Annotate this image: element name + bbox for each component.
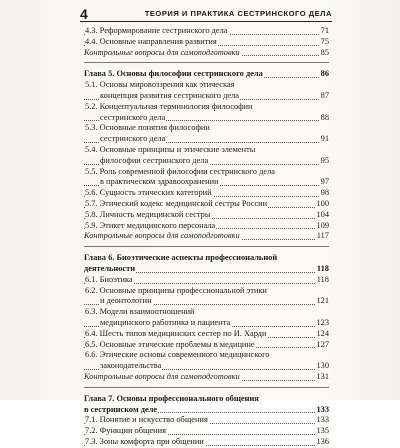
toc-entry-page: 86: [320, 69, 329, 79]
toc-entry-page: 133: [316, 415, 329, 425]
toc-entry-title: 7.2. Функции общения: [85, 426, 166, 436]
toc-entry-title: законодательства: [100, 361, 162, 371]
toc-entry-title: деятельности: [84, 263, 136, 273]
section-divider: [84, 62, 329, 63]
toc-entry-page: 104: [316, 209, 329, 219]
toc-entry-title: 5.9. Этикет медицинского персонала: [85, 220, 216, 230]
toc-entry-page: 124: [316, 328, 329, 338]
toc-entry[interactable]: [84, 372, 329, 383]
toc-entry[interactable]: [84, 361, 329, 372]
toc-entry-title: и деонтологии: [100, 296, 152, 306]
toc-entry-page: 95: [320, 155, 329, 165]
toc-entry-page: 118: [316, 274, 329, 284]
toc-chapter-entry[interactable]: [84, 264, 329, 275]
toc-entry-page: 75: [320, 36, 329, 46]
toc-entry-page: 127: [316, 339, 329, 349]
section-divider: [84, 246, 329, 247]
toc-entry-title: концепция развития сестринского дела: [100, 90, 239, 100]
toc-entry-title: 6.2. Основные принципы профессиональной этики: [85, 285, 267, 295]
toc-entry[interactable]: [84, 123, 329, 134]
toc-entry[interactable]: [84, 156, 329, 167]
toc-entry-page: 118: [316, 263, 329, 273]
toc-entry-page: 91: [320, 134, 329, 144]
toc-entry[interactable]: [84, 350, 329, 361]
table-of-contents: [84, 26, 329, 448]
toc-entry-title: сестринского дела: [100, 112, 166, 122]
toc-entry[interactable]: [84, 275, 329, 286]
toc-entry[interactable]: [84, 48, 329, 59]
page-number: 4: [80, 6, 88, 22]
toc-entry-title: 4.4. Основные направления развития: [85, 36, 217, 46]
toc-entry-page: 136: [316, 436, 329, 446]
toc-entry-title: Контрольные вопросы для самоподготовки: [84, 47, 240, 57]
toc-entry[interactable]: [84, 188, 329, 199]
toc-entry[interactable]: [84, 37, 329, 48]
toc-entry[interactable]: [84, 134, 329, 145]
toc-entry-title: 5.7. Этический кодекс медицинской сестры России: [85, 198, 268, 208]
toc-entry-page: 88: [320, 112, 329, 122]
toc-entry-title: философии сестринского дела: [100, 155, 209, 165]
toc-entry[interactable]: [84, 286, 329, 297]
toc-entry[interactable]: [84, 145, 329, 156]
toc-chapter-entry[interactable]: [84, 405, 329, 416]
toc-entry-page: 135: [316, 426, 329, 436]
toc-entry-title: 7.1. Понятие и искусство общения: [85, 415, 208, 425]
toc-entry[interactable]: [84, 80, 329, 91]
toc-entry[interactable]: [84, 296, 329, 307]
toc-entry-page: 98: [320, 188, 329, 198]
toc-entry-title: Глава 7. Основы профессионального общения: [84, 393, 259, 403]
toc-entry-title: 5.5. Роль современной философии сестринского дела: [85, 166, 275, 176]
toc-entry[interactable]: [84, 318, 329, 329]
running-title: ТЕОРИЯ И ПРАКТИКА СЕСТРИНСКОГО ДЕЛА: [144, 9, 332, 18]
toc-entry-title: в практическом здравоохранении: [100, 177, 219, 187]
toc-entry-title: в сестринском деле: [84, 404, 158, 414]
toc-entry[interactable]: [84, 113, 329, 124]
toc-entry[interactable]: [84, 91, 329, 102]
toc-entry-title: 5.6. Сущность этических категорий: [85, 188, 212, 198]
toc-entry-title: 6.6. Этические основы современного медицинского: [85, 350, 270, 360]
toc-entry-title: 5.1. Основы мировоззрения как этическая: [85, 80, 235, 90]
toc-entry[interactable]: [84, 177, 329, 188]
toc-chapter-entry[interactable]: [84, 253, 329, 264]
toc-entry-page: 97: [320, 177, 329, 187]
toc-entry-page: 121: [316, 296, 329, 306]
toc-entry-page: 131: [316, 371, 329, 381]
toc-entry-title: 6.1. Биоэтика: [85, 274, 133, 284]
toc-entry-title: 5.3. Основные понятия философии: [85, 123, 210, 133]
toc-entry-title: 6.3. Модели взаимоотношений: [85, 307, 195, 317]
toc-entry-title: 5.2. Концептуальная терминология философии: [85, 101, 253, 111]
toc-entry-title: медицинского работника и пациента: [100, 317, 231, 327]
toc-entry[interactable]: [84, 210, 329, 221]
toc-entry[interactable]: [84, 415, 329, 426]
toc-entry-title: 6.4. Шесть типов медицинских сестер по И. Харди: [85, 328, 267, 338]
toc-entry-title: 4.3. Реформирование сестринского дела: [85, 26, 228, 35]
toc-entry-title: Глава 6. Биоэтические аспекты профессиональной: [84, 253, 278, 263]
toc-chapter-entry[interactable]: [84, 69, 329, 80]
toc-entry-title: 6.5. Основные этические проблемы в медицине: [85, 339, 255, 349]
toc-entry[interactable]: [84, 102, 329, 113]
toc-entry-title: 7.3. Зоны комфорта при общении: [85, 436, 204, 446]
toc-entry-page: 100: [316, 198, 329, 208]
toc-entry-title: сестринского дела: [100, 134, 166, 144]
section-divider: [84, 387, 329, 388]
toc-entry[interactable]: [84, 221, 329, 232]
toc-entry-page: 133: [316, 404, 329, 414]
toc-entry-title: 5.4. Основные принципы и этические элементы: [85, 144, 256, 154]
toc-entry[interactable]: [84, 426, 329, 437]
header-rule: [80, 21, 332, 22]
toc-entry-title: Контрольные вопросы для самоподготовки: [84, 371, 240, 381]
toc-entry[interactable]: [84, 329, 329, 340]
toc-entry[interactable]: [84, 307, 329, 318]
toc-chapter-entry[interactable]: [84, 394, 329, 405]
toc-entry[interactable]: [84, 437, 329, 448]
toc-entry-page: 117: [316, 231, 329, 241]
toc-entry-page: 71: [320, 26, 329, 35]
toc-entry[interactable]: [84, 167, 329, 178]
toc-entry-page: 109: [316, 220, 329, 230]
toc-entry-page: 123: [316, 317, 329, 327]
toc-entry-title: 5.8. Личность медицинской сестры: [85, 209, 211, 219]
toc-entry[interactable]: [84, 26, 329, 37]
toc-entry[interactable]: [84, 199, 329, 210]
toc-entry-page: 87: [320, 90, 329, 100]
toc-entry-page: 85: [320, 47, 329, 57]
toc-entry[interactable]: [84, 340, 329, 351]
toc-entry-page: 130: [316, 361, 329, 371]
toc-entry-title: Контрольные вопросы для самоподготовки: [84, 231, 240, 241]
toc-entry-title: Глава 5. Основы философии сестринского дела: [84, 69, 263, 79]
toc-entry[interactable]: [84, 231, 329, 242]
